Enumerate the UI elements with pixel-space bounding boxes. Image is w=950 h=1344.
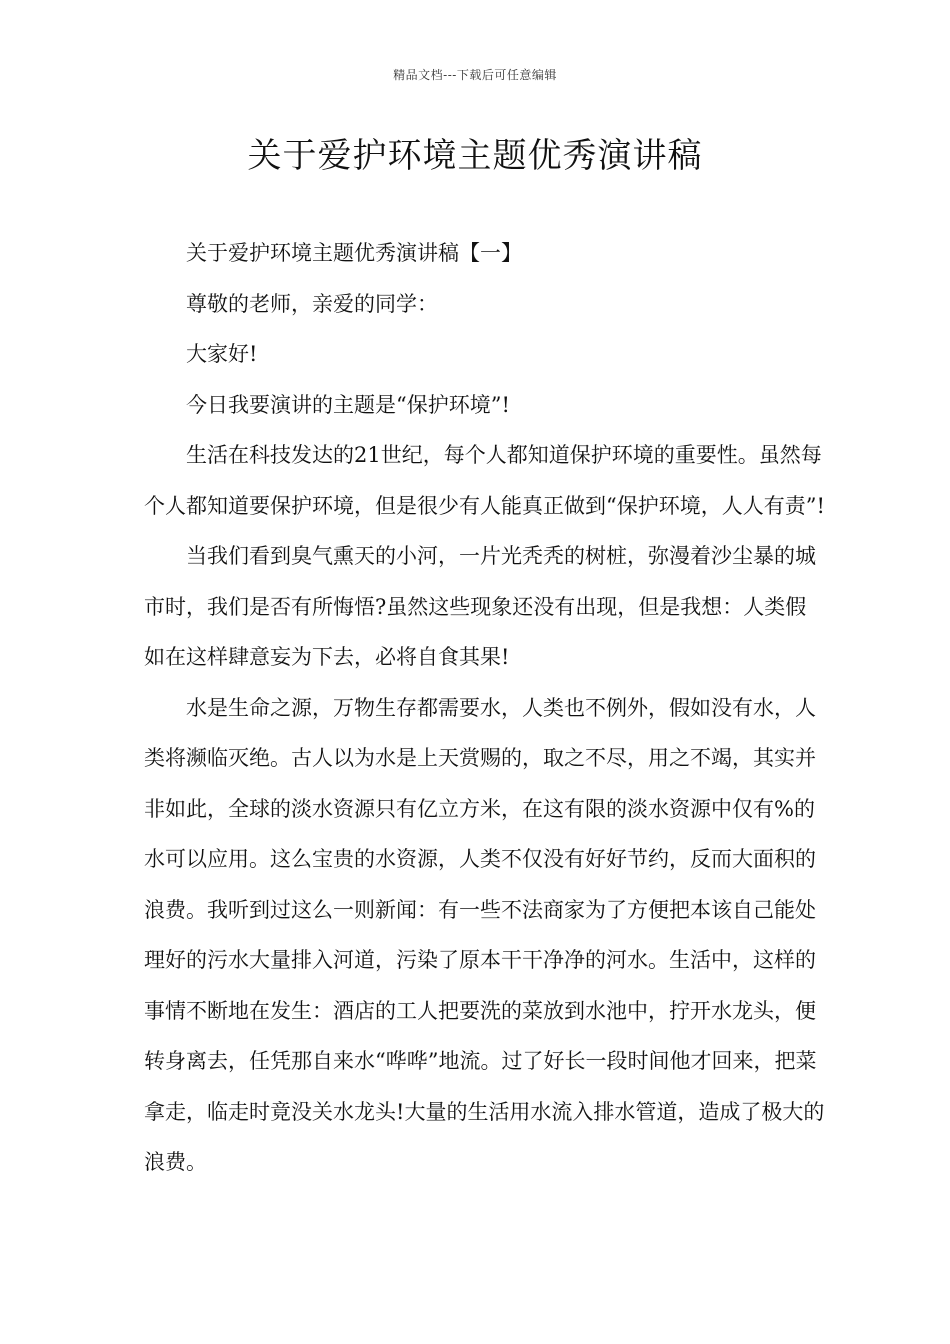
header-note: 精品文档---下载后可任意编辑: [393, 68, 557, 82]
paragraph-greeting: 大家好!: [186, 342, 258, 366]
paragraph-salutation: 尊敬的老师，亲爱的同学：: [186, 291, 438, 316]
document-body: [144, 228, 826, 1188]
paragraph-body-2: 当我们看到臭气熏天的小河，一片光秃秃的树桩，弥漫着沙尘暴的城市时，我们是否有所悔悟?虽然这些现象还没有出现，但是我想：人类假如在这样肆意妄为下去，必将自食其果!: [144, 544, 816, 669]
document-title: 关于爱护环境主题优秀演讲稿: [247, 136, 703, 176]
paragraph-body-1: 生活在科技发达的21世纪，每个人都知道保护环境的重要性。虽然每个人都知道要保护环境，但是很少有人能真正做到“保护环境，人人有责”!: [144, 443, 825, 518]
paragraph-subtitle: 关于爱护环境主题优秀演讲稿【一】: [186, 241, 522, 265]
paragraph-body-3: 水是生命之源，万物生存都需要水，人类也不例外，假如没有水，人类将濒临灭绝。古人以为水是上天赏赐的，取之不尽，用之不竭，其实并非如此，全球的淡水资源只有亿立方米，在这有限的淡水资源中仅有%的水可以应用。这么宝贵的水资源，人类不仅没有好好节约，反而大面积的浪费。我听到过这么一则新闻：有一些不法商家为了方便把本该自己能处理好的污水大量排入河道，污染了原本干干净净的河水。生活中，这样的事情不断地在发生：酒店的工人把要洗的菜放到水池中，拧开水龙头，便转身离去，任凭那自来水“哗哗”地流。过了好长一段时间他才回来，把菜拿走，临走时竟没关水龙头!大量的生活用水流入排水管道，造成了极大的浪费。: [144, 695, 825, 1174]
paragraph-topic: 今日我要演讲的主题是“保护环境”!: [186, 392, 510, 417]
